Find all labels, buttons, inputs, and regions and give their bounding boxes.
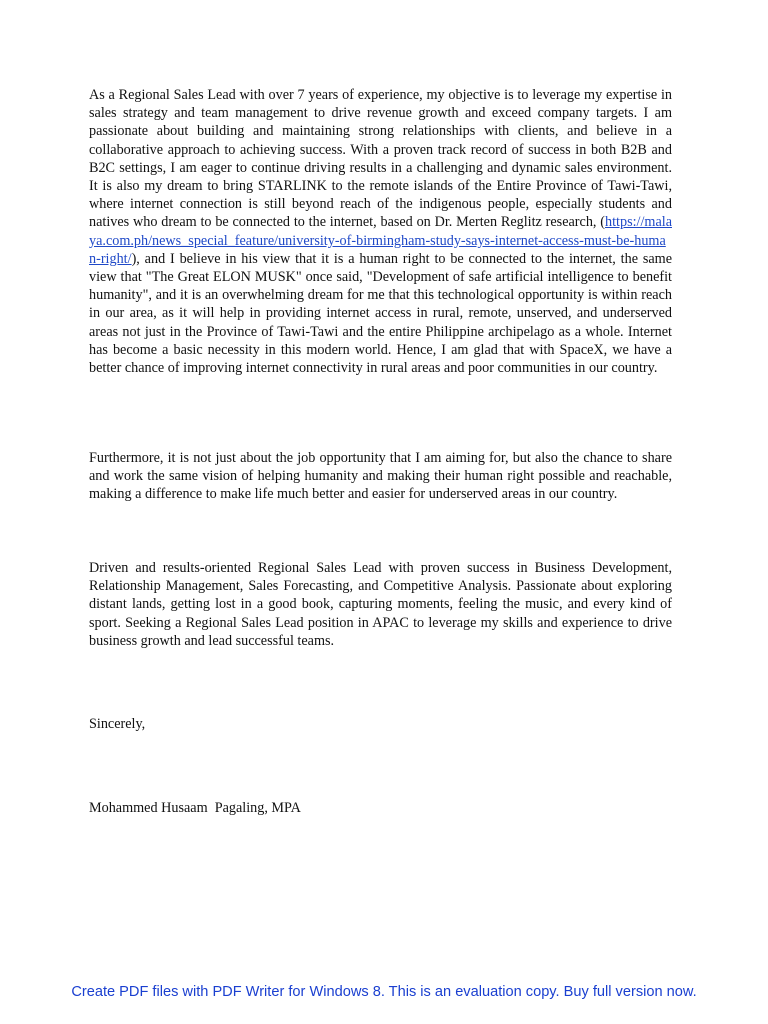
closing-salutation: Sincerely, (89, 716, 146, 732)
summary-paragraph: Driven and results-oriented Regional Sales Lead with proven success in Business Development, Relationship Management, Sales Forecasting, and Competitive Analysis. Passionate about exploring distant lands, getting lost in a good book, capturing moments, feeling the music, and every kind of sport. Seeking a Regional Sales Lead position in APAC to leverage my skills and experience to drive business growth and lead successful teams. (89, 560, 672, 649)
vision-paragraph: Furthermore, it is not just about the job opportunity that I am aiming for, but also the chance to share and work the same vision of helping humanity and making their human right possible and reachable, making a difference to make life much better and easier for underserved areas in our country. (89, 450, 672, 503)
evaluation-footer-link[interactable]: Create PDF files with PDF Writer for Windows 8. This is an evaluation copy. Buy full version now. (71, 984, 697, 1000)
signature-name: Mohammed Husaam Pagaling, MPA (89, 800, 301, 816)
research-link[interactable]: https://malaya.com.ph/news_special_feature/university-of-birmingham-study-says-internet-access-must-be-human-right/ (89, 214, 672, 267)
objective-text-start: As a Regional Sales Lead with over 7 years of experience, my objective is to leverage my expertise in sales strategy and team management to drive revenue growth and exceed company targets. I am passionate about building and maintaining strong relationships with clients, and believe in a collaborative approach to achieving success. With a proven track record of success in both B2B and B2C settings, I am eager to continue driving results in a challenging and dynamic sales environment. It is also my dream to bring STARLINK to the remote islands of the Entire Province of Tawi-Tawi, where internet connection is still beyond reach of the indigenous people, especially students and natives who dream to be connected to the internet, based on Dr. Merten Reglitz research, ( (89, 87, 672, 231)
objective-paragraph (89, 86, 672, 377)
objective-text-end: ), and I believe in his view that it is a human right to be connected to the internet, the same view that "The Great ELON MUSK" once said, "Development of safe artificial intelligence to benefit humanity", and it is an overwhelming dream for me that this technological opportunity is within reach in our area, as it will help in providing internet access in rural, remote, unserved, and underserved areas not just in the Province of Tawi-Tawi and the entire Philippine archipelago as a whole. Internet has become a basic necessity in this modern world. Hence, I am glad that with SpaceX, we have a better chance of improving internet connectivity in rural areas and poor communities in our country. (89, 250, 672, 377)
